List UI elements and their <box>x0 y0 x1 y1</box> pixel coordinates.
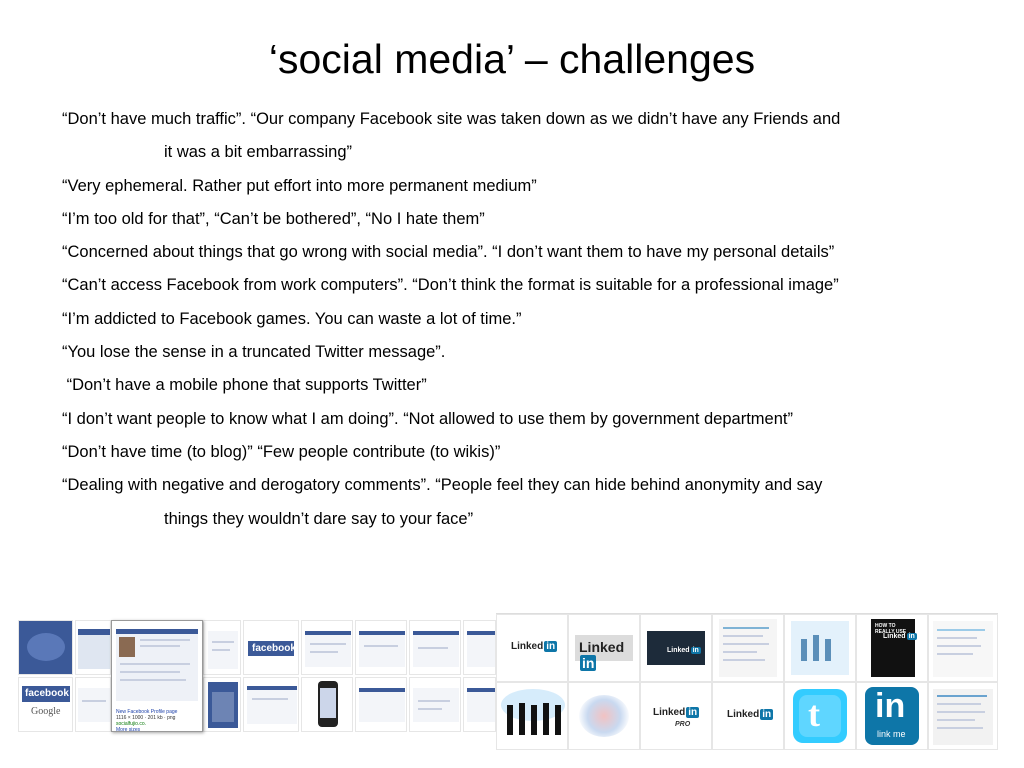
quote-text: “Don’t have much traffic”. “Our company Facebook site was taken down as we didn’t have any Friends and <box>62 110 841 128</box>
facebook-profile-preview[interactable] <box>111 620 203 732</box>
linkedin-thumbnail <box>928 682 998 750</box>
quote-item <box>62 469 962 536</box>
facebook-thumbnail <box>18 620 73 675</box>
quote-text-continued: it was a bit embarrassing” <box>164 143 352 162</box>
facebook-image-strip <box>18 620 496 732</box>
facebook-thumbnail <box>203 677 241 732</box>
phone-thumbnail <box>301 677 353 732</box>
linkedin-logo: Linked in <box>653 707 698 718</box>
linkedin-logo: Linked in <box>667 647 699 654</box>
quote-item: “I’m too old for that”, “Can’t be bothered”, “No I hate them” <box>62 209 485 228</box>
quote-item <box>62 103 962 170</box>
linkedin-thumbnail <box>712 614 784 682</box>
linkedin-logo: Linkedin <box>579 639 625 671</box>
facebook-thumbnail <box>409 677 461 732</box>
linkedin-logo: Linked in <box>727 709 772 720</box>
image-caption: New Facebook Profile page 1116 × 1000 · 201 kb · png socialfujio.co. More sizes <box>116 709 178 733</box>
quote-item: “Can’t access Facebook from work computers”. “Don’t think the format is suitable for a professional image” <box>62 276 839 295</box>
quote-item: “Don’t have time (to blog)” “Few people contribute (to wikis)” <box>62 442 501 461</box>
google-logo: Google <box>31 706 61 717</box>
quote-text: “Dealing with negative and derogatory comments”. “People feel they can hide behind anonymity and say <box>62 476 823 495</box>
facebook-thumbnail <box>463 677 496 732</box>
quote-item: “Concerned about things that go wrong with social media”. “I don’t want them to have my personal details” <box>62 243 835 262</box>
linkedin-logo: Linked in <box>511 641 556 652</box>
facebook-thumbnail <box>355 620 407 675</box>
quote-text-continued: things they wouldn’t dare say to your face” <box>164 509 474 528</box>
facebook-logo: facebook <box>252 643 296 654</box>
globe-icon <box>27 633 65 661</box>
business-people-thumbnail <box>496 682 568 750</box>
facebook-logo: facebook <box>25 688 69 699</box>
facebook-thumbnail <box>243 677 299 732</box>
facebook-thumbnail <box>409 620 461 675</box>
linkedin-image-strip <box>496 613 998 750</box>
quote-item: “Don’t have a mobile phone that supports Twitter” <box>62 376 427 395</box>
facebook-thumbnail <box>18 677 73 732</box>
linkedin-logo: Linked in <box>883 633 915 640</box>
linkedin-thumbnail <box>712 682 784 750</box>
facebook-thumbnail <box>301 620 353 675</box>
quote-item: “I don’t want people to know what I am doing”. “Not allowed to use them by government department” <box>62 409 793 428</box>
linkedin-link-me-thumbnail: in link me <box>856 682 928 750</box>
quote-list <box>62 103 962 536</box>
linkedin-thumbnail <box>928 614 998 682</box>
facebook-thumbnail <box>75 620 111 675</box>
twitter-t-icon: t <box>808 694 820 734</box>
profile-photo <box>119 637 135 657</box>
linkedin-thumbnail <box>496 614 568 682</box>
facebook-thumbnail <box>75 677 111 732</box>
quote-item: “I’m addicted to Facebook games. You can waste a lot of time.” <box>62 309 522 328</box>
linkedin-pro-thumbnail: Linked in PRO <box>640 682 712 750</box>
linkedin-book-thumbnail: HOW TO REALLY USE Linked in <box>856 614 928 682</box>
twitter-thumbnail <box>784 682 856 750</box>
facebook-thumbnail <box>203 620 241 675</box>
linkedin-in-icon: in <box>875 687 906 725</box>
linkedin-thumbnail <box>640 614 712 682</box>
facebook-thumbnail <box>463 620 496 675</box>
quote-item: “Very ephemeral. Rather put effort into more permanent medium” <box>62 176 537 195</box>
facebook-thumbnail <box>243 620 299 675</box>
quote-item: “You lose the sense in a truncated Twitter message”. <box>62 343 446 362</box>
network-map-thumbnail <box>568 682 640 750</box>
linkedin-thumbnail <box>784 614 856 682</box>
slide-title: ‘social media’ – challenges <box>268 36 756 82</box>
facebook-thumbnail <box>355 677 407 732</box>
linkedin-thumbnail <box>568 614 640 682</box>
